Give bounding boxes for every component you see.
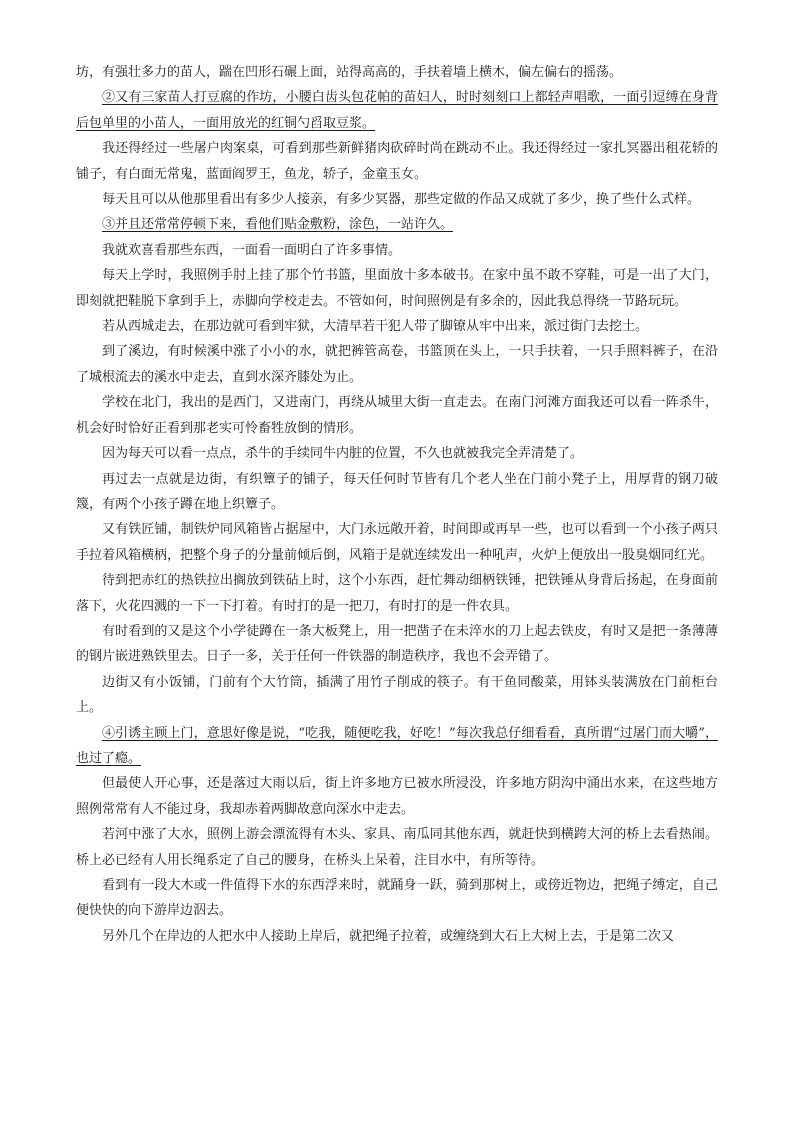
document-body <box>76 60 718 949</box>
paragraph: 另外几个在岸边的人把水中人接助上岸后，就把绳子拉着，或缠绕到大石上大树上去，于是第二次又 <box>102 928 675 944</box>
paragraph: 又有铁匠铺，制铁炉同风箱皆占据屋中，大门永远敞开着，时间即或再早一些，也可以看到一个小孩子两只手拉着风箱横柄，把整个身子的分量前倾后倒，风箱于是就连续发出一种吼声，火炉上便放出一股臭烟同红光。 <box>76 522 718 563</box>
paragraph: 我就欢喜看那些东西，一面看一面明白了许多事情。 <box>102 242 402 258</box>
underlined-paragraph: ②又有三家苗人打豆腐的作坊，小腰白齿头包花帕的苗妇人，时时刻刻口上都轻声唱歌，一面引逗缚在身背后包单里的小苗人，一面用放光的红铜勺舀取豆浆。 <box>76 90 718 131</box>
paragraph: 边街又有小饭铺，门前有个大竹筒，插满了用竹子削成的筷子。有干鱼同酸菜，用钵头装满放在门前柜台上。 <box>76 674 718 716</box>
paragraph: 每天且可以从他那里看出有多少人接亲，有多少冥器，那些定做的作品又成就了多少，换了些什么式样。 <box>102 192 701 208</box>
underlined-paragraph: ④引诱主顾上门，意思好像是说，“吃我，随便吃我，好吃！”每次我总仔细看看，真所谓“过屠门而大嚼”，也过了瘾。 <box>76 725 718 766</box>
paragraph: 再过去一点就是边街，有织簟子的铺子，每天任何时节皆有几个老人坐在门前小凳子上，用厚背的钢刀破篾，有两个小孩子蹲在地上织簟子。 <box>76 471 718 512</box>
paragraph: 学校在北门，我出的是西门，又进南门，再绕从城里大街一直走去。在南门河滩方面我还可以看一阵杀牛，机会好时恰好正看到那老实可怜畜牲放倒的情形。 <box>76 395 718 436</box>
paragraph: 有时看到的又是这个小学徒蹲在一条大板凳上，用一把凿子在未淬水的刀上起去铁皮，有时又是把一条薄薄的钢片嵌进熟铁里去。日子一多，关于任何一件铁器的制造秩序，我也不会弄错了。 <box>76 623 718 665</box>
paragraph: 我还得经过一些屠户肉案桌，可看到那些新鲜猪肉砍碎时尚在跳动不止。我还得经过一家扎冥器出租花轿的铺子，有白面无常鬼，蓝面阎罗王，鱼龙，轿子，金童玉女。 <box>76 141 718 182</box>
paragraph: 待到把赤红的热铁拉出搁放到铁砧上时，这个小东西，赶忙舞动细柄铁锤，把铁锤从身背后扬起，在身面前落下，火花四溅的一下一下打着。有时打的是一把刀，有时打的是一件农具。 <box>76 573 718 614</box>
paragraph: 坊，有强壮多力的苗人，踹在凹形石碾上面，站得高高的，手扶着墙上横木，偏左偏右的摇荡。 <box>76 65 623 80</box>
paragraph: 每天上学时，我照例手肘上挂了那个竹书篮，里面放十多本破书。在家中虽不敢不穿鞋，可是一出了大门，即刻就把鞋脱下拿到手上，赤脚向学校走去。不管如何，时间照例是有多余的，因此我总得绕一节路玩玩。 <box>76 268 718 309</box>
paragraph: 若河中涨了大水，照例上游会漂流得有木头、家具、南瓜同其他东西，就赶快到横跨大河的桥上去看热闹。桥上必已经有人用长绳系定了自己的腰身，在桥头上呆着，注目水中，有所等待。 <box>76 827 718 868</box>
paragraph: 但最使人开心事，还是落过大雨以后，街上许多地方已被水所浸没，许多地方阴沟中涌出水来，在这些地方照例常常有人不能过身，我却赤着两脚故意向深水中走去。 <box>76 776 718 817</box>
underlined-paragraph: ③并且还常常停顿下来，看他们贴金敷粉，涂色，一站许久。 <box>102 217 454 233</box>
paragraph: 因为每天可以看一点点，杀牛的手续同牛内脏的位置，不久也就被我完全弄清楚了。 <box>102 446 584 462</box>
paragraph: 到了溪边，有时候溪中涨了小小的水，就把裤管高卷，书篮顶在头上，一只手扶着，一只手照料裤子，在沿了城根流去的溪水中走去，直到水深齐膝处为止。 <box>76 344 718 385</box>
paragraph: 看到有一段大木或一件值得下水的东西浮来时，就踊身一跃，骑到那树上，或傍近物边，把绳子缚定，自己便快快的向下游岸边泅去。 <box>76 878 718 919</box>
paragraph: 若从西城走去，在那边就可看到牢狱，大清早若干犯人带了脚镣从牢中出来，派过街门去挖土。 <box>102 319 649 335</box>
